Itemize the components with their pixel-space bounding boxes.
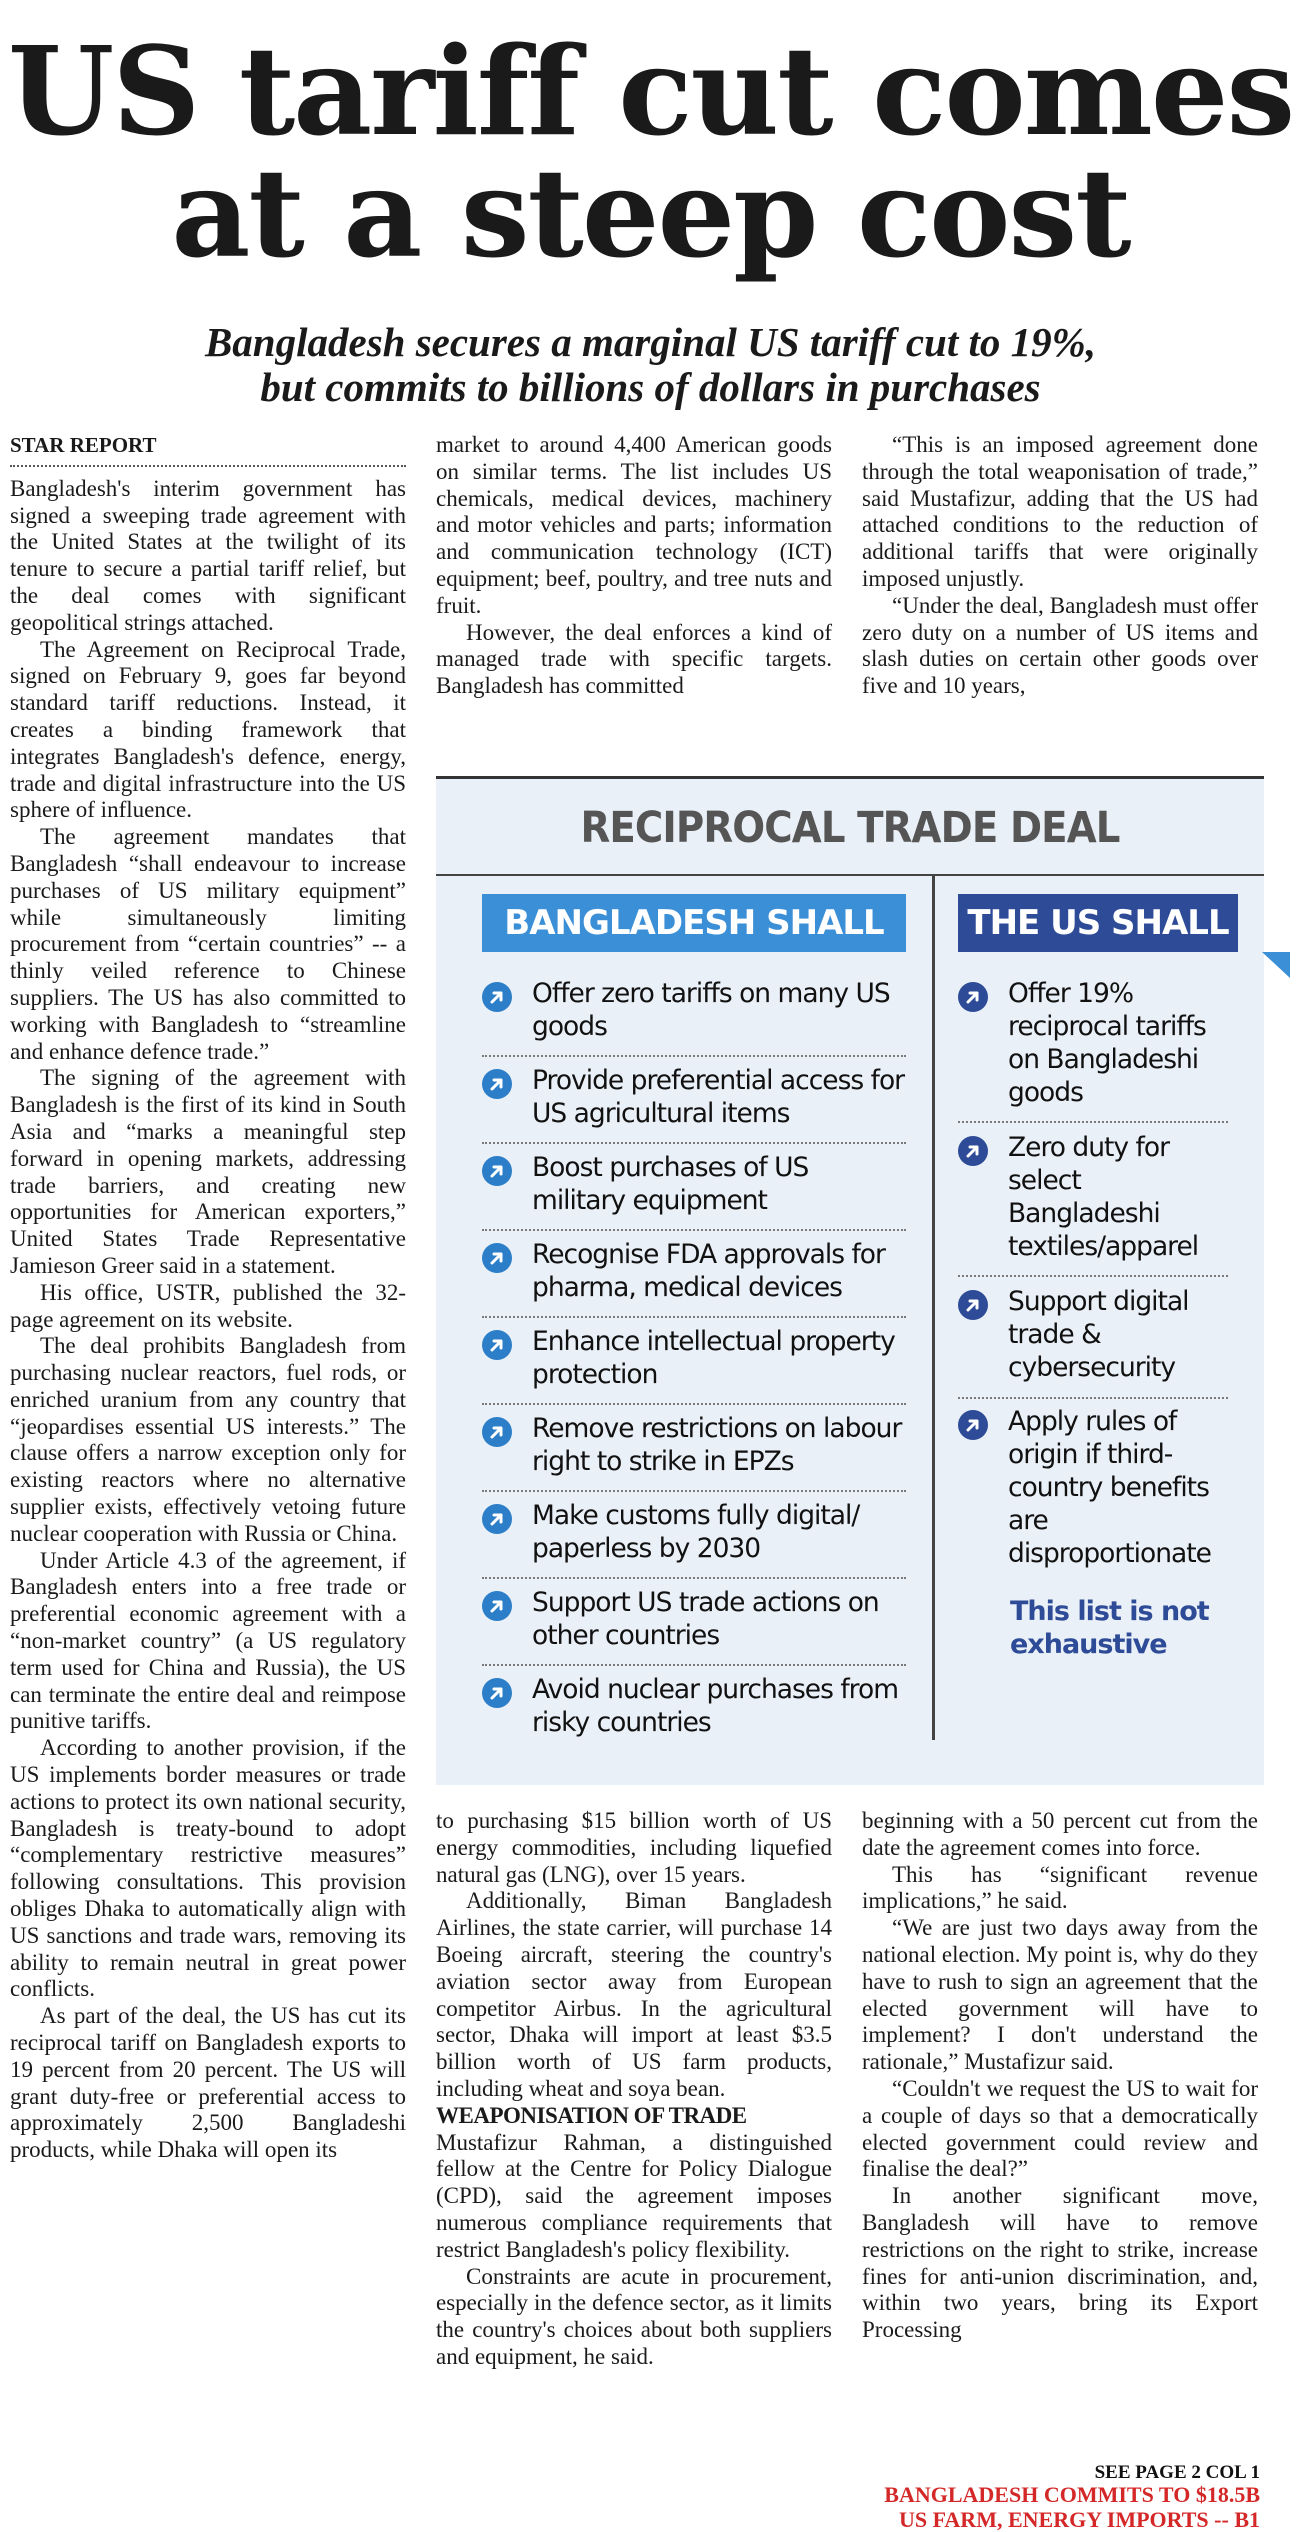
- list-item-text: Zero duty for select Bangladeshi textiles/apparel: [1008, 1132, 1199, 1262]
- list-item: [482, 1586, 906, 1666]
- list-item-text: Provide preferential access for US agricultural items: [532, 1065, 905, 1129]
- arrow-up-right-icon: [482, 1069, 512, 1099]
- column-2-bottom: [436, 1808, 832, 2371]
- byline: STAR REPORT: [10, 432, 406, 467]
- paragraph: Additionally, Biman Bangladesh Airlines, the state carrier, will purchase 14 Boeing aircraft, steering the country's aviation sector away from European competitor Airbus. In the agricultural sector, Dhaka will import at least $3.5 billion worth of US farm products, including wheat and soya bean.: [436, 1888, 832, 2101]
- reciprocal-trade-deal-infobox: [436, 776, 1264, 1785]
- list-item: [482, 1238, 906, 1318]
- list-item-text: Make customs fully digital/ paperless by 2030: [532, 1500, 860, 1564]
- list-item-text: Offer 19% reciprocal tariffs on Bangladeshi goods: [1008, 978, 1206, 1108]
- deck: [0, 320, 1301, 410]
- arrow-up-right-icon: [482, 1243, 512, 1273]
- paragraph: As part of the deal, the US has cut its reciprocal tariff on Bangladesh exports to 19 percent from 20 percent. The US will grant duty-free or preferential access to approximately 2,500 Bangladeshi products, while Dhaka will open its: [10, 2003, 406, 2163]
- infobox-column-separator: [932, 874, 935, 1740]
- jump-line: SEE PAGE 2 COL 1: [1094, 2462, 1260, 2483]
- paragraph: This has “significant revenue implications,” he said.: [862, 1861, 1258, 1914]
- arrow-up-right-icon: [482, 1678, 512, 1708]
- arrow-up-right-icon: [958, 1136, 988, 1166]
- paragraph: Under Article 4.3 of the agreement, if Bangladesh enters into a free trade or preferential economic agreement with a “non-market country” (a US regulatory term used for China and Russia), the US can terminate the entire deal and reimpose punitive tariffs.: [10, 1547, 406, 1734]
- column-3-bottom: [862, 1808, 1258, 2344]
- paragraph: The Agreement on Reciprocal Trade, signed on February 9, goes far beyond standard tariff reductions. Instead, it creates a binding framework that integrates Bangladesh's defence, energy, trade and digital infrastructure into the US sphere of influence.: [10, 636, 406, 823]
- list-item-text: Support digital trade & cybersecurity: [1008, 1286, 1189, 1383]
- list-item: [482, 1412, 906, 1492]
- column-2-top: [436, 432, 832, 700]
- paragraph: “This is an imposed agreement done through the total weaponisation of trade,” said Mustafizur, adding that the US had attached conditions to the reduction of additional tariffs that were originally imposed unjustly.: [862, 432, 1258, 591]
- teaser-line-2: US FARM, ENERGY IMPORTS -- B1: [898, 2507, 1260, 2532]
- paragraph: Constraints are acute in procurement, especially in the defence sector, as it limits the country's choices about both suppliers and equipment, he said.: [436, 2263, 832, 2369]
- related-story-teaser[interactable]: [700, 2482, 1260, 2532]
- column-1: [10, 432, 406, 2164]
- list-item: [482, 977, 906, 1057]
- list-item: [482, 1151, 906, 1231]
- infobox-title: RECIPROCAL TRADE DEAL: [580, 803, 1120, 853]
- paragraph: Bangladesh's interim government has signed a sweeping trade agreement with the United States at the twilight of its tenure to secure a partial tariff relief, but the deal comes with significant geopolitical strings attached.: [10, 475, 406, 635]
- paragraph: Mustafizur Rahman, a distinguished fellow at the Centre for Policy Dialogue (CPD), said the agreement imposes numerous compliance requirements that restrict Bangladesh's policy flexibility.: [436, 2129, 832, 2262]
- paragraph: However, the deal enforces a kind of managed trade with specific targets. Bangladesh has committed: [436, 619, 832, 699]
- infobox-divider: [436, 874, 1264, 876]
- list-item: [482, 1064, 906, 1144]
- list-item: [958, 1405, 1228, 1585]
- paragraph: “Under the deal, Bangladesh must offer zero duty on a number of US items and slash duties on certain other goods over five and 10 years,: [862, 592, 1258, 699]
- subheading: WEAPONISATION OF TRADE: [436, 2102, 747, 2128]
- arrow-up-right-icon: [482, 1156, 512, 1186]
- list-item-text: Recognise FDA approvals for pharma, medical devices: [532, 1239, 885, 1303]
- paragraph: beginning with a 50 percent cut from the date the agreement comes into force.: [862, 1808, 1258, 1860]
- deck-line-2: but commits to billions of dollars in purchases: [260, 364, 1041, 411]
- headline-line-1: US tariff cut comes: [7, 19, 1294, 163]
- paragraph: The deal prohibits Bangladesh from purchasing nuclear reactors, fuel rods, or enriched uranium from any country that “jeopardises essential US interests.” The clause offers a narrow exception only for existing reactors where no alternative supplier exists, effectively vetoing future nuclear cooperation with Russia or China.: [10, 1333, 406, 1546]
- arrow-up-right-icon: [958, 1290, 988, 1320]
- list-item: [958, 1131, 1228, 1277]
- arrow-up-right-icon: [958, 1410, 988, 1440]
- headline: [0, 19, 1301, 285]
- list-item: [482, 1673, 906, 1751]
- teaser-line-1: BANGLADESH COMMITS TO $18.5B: [884, 2482, 1260, 2507]
- paragraph: According to another provision, if the US implements border measures or trade actions to protect its own national security, Bangladesh is treaty-bound to adopt “complementary restrictive measures” following consultations. This provision obliges Dhaka to automatically align with US sanctions and trade wars, removing its ability to remain neutral in great power conflicts.: [10, 1735, 406, 2002]
- arrow-up-right-icon: [958, 982, 988, 1012]
- paragraph: “We are just two days away from the national election. My point is, why do they have to rush to sign an agreement that the elected government will have to implement? I don't understand the rationale,” Mustafizur said.: [862, 1915, 1258, 2075]
- arrow-up-right-icon: [482, 982, 512, 1012]
- deck-line-1: Bangladesh secures a marginal US tariff cut to 19%,: [204, 319, 1097, 365]
- header-corner-accent: [1262, 952, 1290, 978]
- paragraph: “Couldn't we request the US to wait for a couple of days so that a democratically elected government could review and finalise the deal?”: [862, 2075, 1258, 2182]
- paragraph: market to around 4,400 American goods on similar terms. The list includes US chemicals, medical devices, machinery and motor vehicles and parts; information and communication technology (ICT) equipment; beef, poultry, and tree nuts and fruit.: [436, 432, 832, 618]
- paragraph: to purchasing $15 billion worth of US energy commodities, including liquefied natural gas (LNG), over 15 years.: [436, 1808, 832, 1887]
- bangladesh-shall-header: BANGLADESH SHALL: [482, 894, 906, 952]
- paragraph: The agreement mandates that Bangladesh “shall endeavour to increase purchases of US military equipment” while simultaneously limiting procurement from “certain countries” -- a thinly veiled reference to Chinese suppliers. The US has also committed to working with Bangladesh to “streamline and enhance defence trade.”: [10, 824, 406, 1064]
- paragraph: The signing of the agreement with Bangladesh is the first of its kind in South Asia and “marks a meaningful step forward in opening markets, addressing trade barriers, and creating new opportunities for American exporters,” United States Trade Representative Jamieson Greer said in a statement.: [10, 1065, 406, 1278]
- column-3-top: [862, 432, 1258, 700]
- list-item: [958, 977, 1228, 1123]
- us-shall-header: THE US SHALL: [958, 894, 1238, 952]
- list-item-text: Support US trade actions on other countries: [532, 1587, 879, 1651]
- arrow-up-right-icon: [482, 1417, 512, 1447]
- list-item-text: Enhance intellectual property protection: [532, 1326, 895, 1390]
- arrow-up-right-icon: [482, 1591, 512, 1621]
- list-item-text: Apply rules of origin if third-country benefits are disproportionate: [1008, 1406, 1211, 1569]
- list-item-text: Offer zero tariffs on many US goods: [532, 978, 890, 1042]
- arrow-up-right-icon: [482, 1504, 512, 1534]
- list-item-text: Avoid nuclear purchases from risky countries: [532, 1674, 899, 1738]
- list-item: [958, 1285, 1228, 1399]
- list-item-text: Boost purchases of US military equipment: [532, 1152, 809, 1216]
- list-item-text: Remove restrictions on labour right to strike in EPZs: [532, 1413, 902, 1477]
- list-item: [482, 1499, 906, 1579]
- paragraph: In another significant move, Bangladesh will have to remove restrictions on the right to strike, increase fines for anti-union discrimination, and, within two years, bring its Export Processing: [862, 2183, 1258, 2343]
- list-item: [482, 1325, 906, 1405]
- paragraph: His office, USTR, published the 32-page agreement on its website.: [10, 1279, 406, 1332]
- headline-line-2: at a steep cost: [171, 141, 1130, 285]
- list-not-exhaustive-note: This list is not exhaustive: [1010, 1596, 1209, 1660]
- arrow-up-right-icon: [482, 1330, 512, 1360]
